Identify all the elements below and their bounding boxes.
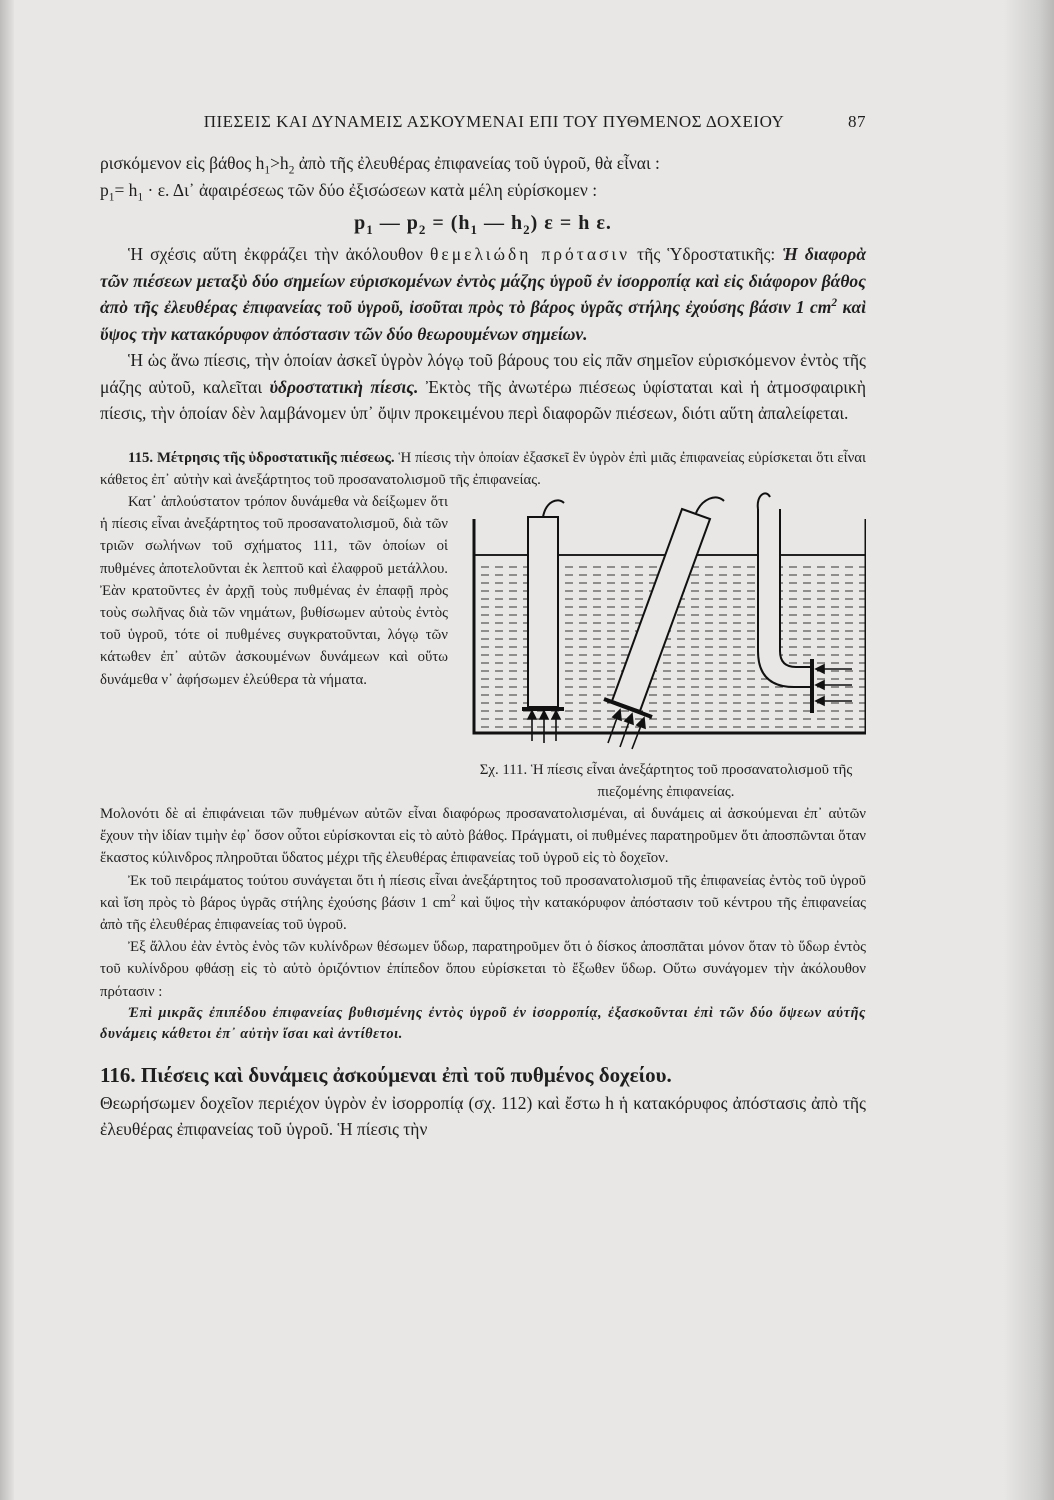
thread-right	[758, 493, 770, 509]
hydrostatic-term: ὑδροστατικὴ πίεσις.	[269, 376, 419, 397]
intro-line-1: ρισκόμενον εἰς βάθος $h_1>h_2$ ἀπὸ τῆς ἐλευθέρας ἐπιφανείας τοῦ ὑγροῦ, θὰ εἶναι :	[100, 153, 660, 177]
book-page	[100, 112, 866, 1143]
arrows-up-left	[528, 711, 560, 743]
intro-line-2: $p_1= h_1 \cdot \varepsilon$. Δι᾽ ἀφαιρέσεως τῶν δύο ἐξισώσεων κατὰ μέλη εὑρίσκομεν :	[100, 179, 598, 203]
section-115-continuation: Μολονότι δὲ αἱ ἐπιφάνειαι τῶν πυθμένων αὐτῶν εἶναι διαφόρως προσανατολισμέναι, αἱ δυνάμεις αἱ ἀσκούμεναι ἐπ᾽ αὐτῶν ἔχουν τὴν ἰδίαν τιμὴν ἐφ᾽ ὅσον οὗτοι εὑρίσκονται εἰς τὸ αὐτὸ βάθος. Πράγματι, οἱ πυθμένες παρατηροῦμεν ὅτι ἀποσπῶνται ὅταν ἕκαστος κύλινδρος πληροῦται ὕδατος μέχρι τῆς ἐλευθέρας ἐπιφανείας τοῦ ὑγροῦ εἰς τὸ δοχεῖον.	[100, 805, 866, 867]
scan-shadow-left	[0, 0, 14, 1500]
thread-middle	[696, 497, 724, 513]
experiment-conclusion: Ἐκ τοῦ πειράματος τούτου συνάγεται ὅτι ἡ πίεσις εἶναι ἀνεξάρτητος τοῦ προσανατολισμοῦ τῆς ἐπιφανείας ἐντὸς τοῦ ὑγροῦ καὶ ἴση πρὸς τὸ βάρος ὑγρᾶς στήλης ἐχούσης βάσιν 1 $cm^2$ καὶ ὕψος τὴν κατακόρυφον ἀπόστασιν τοῦ κέντρου τῆς ἐπιφανείας ἀπὸ τῆς ἐλευθέρας ἐπιφανείας τοῦ ὑγροῦ.	[100, 872, 866, 933]
principle-statement: Ἡ διαφορὰ τῶν πιέσεων μεταξὺ δύο σημείων εὑρισκομένων ἐντὸς μάζης ὑγροῦ ἐν ἰσορροπίᾳ καὶ εἰς διάφορον βάθος ἀπὸ τῆς ἐλευθέρας ἐπιφανείας τοῦ ὑγροῦ, ἰσοῦται πρὸς τὸ βάρος ὑγρᾶς στήλης ἐχούσης βάσιν 1 $cm^2$ καὶ ὕψος τὴν κατακόρυφον ἀπόστασιν τῶν δύο θεωρουμένων σημείων.	[100, 244, 867, 344]
hydrostatic-pressure-paragraph: Ἡ ὡς ἄνω πίεσις, τὴν ὁποίαν ἀσκεῖ ὑγρὸν λόγῳ τοῦ βάρους του εἰς πᾶν σημεῖον εὑρισκόμενον ἐντὸς τῆς μάζης αὐτοῦ, καλεῖται ὑδροστατικὴ πίεσις. Ἐκτὸς τῆς ἀνωτέρω πιέσεως ὑφίσταται καὶ ἡ ἀτμοσφαιρικὴ πίεσις, τὴν ὁποίαν δὲν λαμβάνομεν ὑπ᾽ ὄψιν προκειμένου περὶ διαφορῶν πιέσεων, διότι αὕτη ἀπαλείφεται.	[100, 350, 866, 423]
figure-block	[100, 491, 866, 803]
disk-detachment-paragraph: Ἐξ ἄλλου ἐὰν ἐντὸς ἑνὸς τῶν κυλίνδρων θέσωμεν ὕδωρ, παρατηροῦμεν ὅτι ὁ δίσκος ἀποσπᾶται μόνον ὅταν τὸ ὕδωρ ἐντὸς τοῦ κυλίνδρου φθάσῃ εἰς τὸ αὐτὸ ὁριζόντιον ἐπίπεδον ὅπου εὑρίσκεται τὸ ἔξωθεν ὕδωρ. Οὕτω συνάγομεν τὴν ἀκόλουθον πρότασιν :	[100, 939, 866, 1000]
three-tubes-diagram	[466, 491, 866, 751]
figure-111	[466, 491, 866, 803]
thread-left	[543, 500, 564, 517]
vertical-tube	[528, 517, 558, 707]
fundamental-principle: Ἡ σχέσις αὕτη ἐκφράζει τὴν ἀκόλουθον θεμελιώδη πρότασιν τῆς Ὑδροστατικῆς: Ἡ διαφορὰ τῶν πιέσεων μεταξὺ δύο σημείων εὑρισκομένων ἐντὸς μάζης ὑγροῦ ἐν ἰσορροπίᾳ καὶ εἰς διάφορον βάθος ἀπὸ τῆς ἐλευθέρας ἐπιφανείας τοῦ ὑγροῦ, ἰσοῦται πρὸς τὸ βάρος ὑγρᾶς στήλης ἐχούσης βάσιν 1 $cm^2$ καὶ ὕψος τὴν κατακόρυφον ἀπόστασιν τῶν δύο θεωρουμένων σημείων.	[100, 244, 867, 344]
page-number: 87	[848, 112, 866, 131]
figure-caption: Σχ. 111. Ἡ πίεσις εἶναι ἀνεξάρτητος τοῦ προσανατολισμοῦ τῆς πιεζομένης ἐπιφανείας.	[479, 761, 853, 800]
section-116	[100, 1060, 866, 1143]
running-title: ΠΙΕΣΕΙΣ ΚΑΙ ΔΥΝΑΜΕΙΣ ΑΣΚΟΥΜΕΝΑΙ ΕΠΙ ΤΟΥ ΠΥΘΜΕΝΟΣ ΔΟΧΕΙΟΥ	[203, 112, 785, 131]
running-header	[100, 112, 866, 132]
pressure-difference-formula: $p_1$ — $p_2 = (h_1$ — $h_2$) ε = h ε.	[354, 212, 612, 237]
equal-forces-proposition: Ἐπὶ μικρᾶς ἐπιπέδου ἐπιφανείας βυθισμένης ἐντὸς ὑγροῦ ἐν ἰσορροπίᾳ, ἐξασκοῦνται ἐπὶ τῶν δύο ὄψεων αὐτῆς δυνάμεις κάθετοι ἐπ᾽ αὐτὴν ἴσαι καὶ ἀντίθετοι.	[100, 1004, 866, 1043]
scan-shadow-right	[1004, 0, 1054, 1500]
section-115-intro: 115. Μέτρησις τῆς ὑδροστατικῆς πιέσεως. Ἡ πίεσις τὴν ὁποίαν ἐξασκεῖ ἓν ὑγρὸν ἐπὶ μιᾶς ἐπιφανείας εὑρίσκεται ὅτι εἶναι κάθετος ἐπ᾽ αὐτὴν καὶ ἀνεξάρτητος τοῦ προσανατολισμοῦ τῆς ἐπιφανείας.	[100, 449, 866, 488]
section-115-left-paragraph: Κατ᾽ ἁπλούστατον τρόπον δυνάμεθα νὰ δείξωμεν ὅτι ἡ πίεσις εἶναι ἀνεξάρτητος τοῦ προσανατολισμοῦ, διὰ τῶν τριῶν σωλήνων τοῦ σχήματος 111, τῶν ὁποίων οἱ πυθμένες ἀποτελοῦνται ἐκ λεπτοῦ καὶ ἐλαφροῦ μετάλλου. Ἐὰν κρατοῦντες ἐν ἀρχῇ τοὺς πυθμένας ἐν ἐπαφῇ πρὸς τοὺς σωλῆνας διὰ τῶν νημάτων, βυθίσωμεν αὐτοὺς ἐντὸς τοῦ ὑγροῦ, τότε οἱ πυθμένες συγκρατοῦνται, λόγῳ τῶν κάτωθεν ἐπ᾽ αὐτῶν ἀσκουμένων δυνάμεων καὶ οὕτω δυνάμεθα ν᾽ ἀφήσωμεν ἐλεύθερα τὰ νήματα.	[100, 493, 448, 688]
section-116-text: Θεωρήσωμεν δοχεῖον περιέχον ὑγρὸν ἐν ἰσορροπίᾳ (σχ. 112) καὶ ἔστω h ἡ κατακόρυφος ἀπόστασις ἀπὸ τῆς ἐλευθέρας ἐπιφανείας τοῦ ὑγροῦ. Ἡ πίεσις τὴν	[100, 1092, 866, 1140]
section-116-heading: 116. Πιέσεις καὶ δυνάμεις ἀσκούμεναι ἐπὶ τοῦ πυθμένος δοχείου.	[100, 1062, 672, 1087]
